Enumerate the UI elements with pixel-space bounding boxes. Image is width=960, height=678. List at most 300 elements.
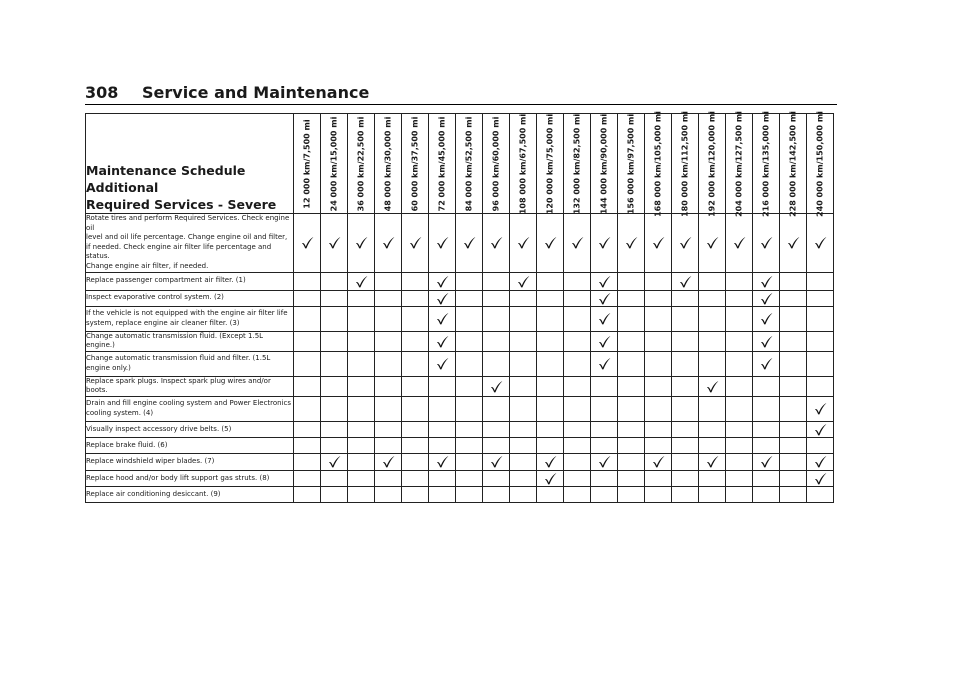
interval-cell: [780, 331, 807, 351]
interval-cell: [348, 470, 375, 486]
interval-cell: [564, 306, 591, 331]
interval-cell: [321, 214, 348, 273]
checkmark-icon: [679, 236, 692, 249]
interval-cell: [429, 470, 456, 486]
interval-cell: [429, 396, 456, 421]
interval-cell: [699, 306, 726, 331]
interval-cell: [699, 437, 726, 453]
interval-cell: [807, 306, 834, 331]
service-description: [86, 306, 294, 331]
mileage-interval-header: [807, 110, 834, 217]
checkmark-icon: [706, 455, 719, 468]
interval-cell: [402, 486, 429, 502]
checkmark-icon: [598, 275, 611, 288]
mileage-interval-label: 24 000 km/15,000 mi: [329, 116, 339, 211]
mileage-interval-header: [699, 110, 726, 217]
interval-cell: [618, 376, 645, 396]
interval-cell: [591, 351, 618, 376]
checkmark-icon: [382, 455, 395, 468]
table-row: [86, 331, 834, 351]
interval-cell: [645, 376, 672, 396]
service-description-line: engine only.): [86, 363, 131, 372]
interval-cell: [672, 306, 699, 331]
checkmark-icon: [706, 380, 719, 393]
interval-cell: [645, 351, 672, 376]
service-description-line: If the vehicle is not equipped with the engine air filter life: [86, 308, 288, 317]
interval-cell: [537, 376, 564, 396]
interval-cell: [807, 486, 834, 502]
interval-cell: [807, 351, 834, 376]
interval-cell: [726, 396, 753, 421]
mileage-interval-header: [645, 110, 672, 217]
interval-cell: [402, 421, 429, 437]
interval-cell: [483, 214, 510, 273]
interval-cell: [591, 470, 618, 486]
interval-cell: [672, 396, 699, 421]
interval-cell: [591, 376, 618, 396]
interval-cell: [672, 421, 699, 437]
interval-cell: [780, 421, 807, 437]
interval-cell: [429, 453, 456, 470]
mileage-interval-label: 180 000 km/112,500 mi: [680, 110, 690, 217]
interval-cell: [753, 486, 780, 502]
interval-cell: [753, 376, 780, 396]
checkmark-icon: [760, 292, 773, 305]
interval-cell: [456, 272, 483, 290]
interval-cell: [510, 470, 537, 486]
interval-cell: [456, 306, 483, 331]
interval-cell: [645, 214, 672, 273]
interval-cell: [618, 437, 645, 453]
interval-cell: [618, 290, 645, 306]
service-description-line: Replace spark plugs. Inspect spark plug wires and/or boots.: [86, 376, 271, 395]
interval-cell: [483, 453, 510, 470]
table-row: [86, 421, 834, 437]
interval-cell: [456, 470, 483, 486]
interval-cell: [456, 351, 483, 376]
interval-cell: [780, 396, 807, 421]
interval-cell: [294, 396, 321, 421]
interval-cell: [645, 290, 672, 306]
interval-cell: [672, 351, 699, 376]
interval-cell: [402, 376, 429, 396]
interval-cell: [672, 214, 699, 273]
interval-cell: [456, 396, 483, 421]
checkmark-icon: [436, 275, 449, 288]
checkmark-icon: [355, 275, 368, 288]
service-description: [86, 214, 294, 273]
interval-cell: [429, 272, 456, 290]
interval-cell: [348, 331, 375, 351]
service-description-line: Rotate tires and perform Required Services. Check engine oil: [86, 214, 290, 232]
interval-cell: [591, 306, 618, 331]
mileage-interval-label: 36 000 km/22,500 mi: [356, 116, 366, 211]
interval-cell: [483, 421, 510, 437]
mileage-interval-label: 216 000 km/135,000 mi: [761, 110, 771, 217]
interval-cell: [375, 396, 402, 421]
interval-cell: [510, 421, 537, 437]
interval-cell: [537, 331, 564, 351]
service-description: [86, 290, 294, 306]
interval-cell: [348, 396, 375, 421]
interval-cell: [672, 486, 699, 502]
interval-cell: [726, 421, 753, 437]
mileage-interval-header: [375, 114, 402, 214]
service-description: [86, 453, 294, 470]
interval-cell: [753, 331, 780, 351]
interval-cell: [537, 290, 564, 306]
interval-cell: [726, 486, 753, 502]
table-header-row: [86, 114, 834, 214]
interval-cell: [402, 396, 429, 421]
interval-cell: [456, 214, 483, 273]
mileage-interval-header: [672, 110, 699, 217]
checkmark-icon: [760, 236, 773, 249]
interval-cell: [618, 214, 645, 273]
checkmark-icon: [598, 312, 611, 325]
interval-cell: [807, 421, 834, 437]
interval-cell: [807, 290, 834, 306]
checkmark-icon: [814, 236, 827, 249]
interval-cell: [780, 486, 807, 502]
table-row: [86, 376, 834, 396]
interval-cell: [807, 214, 834, 273]
interval-cell: [672, 331, 699, 351]
interval-cell: [510, 453, 537, 470]
interval-cell: [429, 331, 456, 351]
service-description: [86, 470, 294, 486]
table-title-line: Required Services - Severe: [86, 197, 277, 212]
interval-cell: [672, 453, 699, 470]
checkmark-icon: [760, 357, 773, 370]
interval-cell: [348, 437, 375, 453]
interval-cell: [618, 331, 645, 351]
interval-cell: [780, 290, 807, 306]
checkmark-icon: [355, 236, 368, 249]
service-description-line: Drain and fill engine cooling system and Power Electronics: [86, 399, 292, 408]
interval-cell: [780, 453, 807, 470]
interval-cell: [753, 437, 780, 453]
checkmark-icon: [598, 292, 611, 305]
checkmark-icon: [571, 236, 584, 249]
interval-cell: [321, 290, 348, 306]
checkmark-icon: [328, 236, 341, 249]
interval-cell: [375, 272, 402, 290]
interval-cell: [456, 290, 483, 306]
mileage-interval-header: [483, 114, 510, 214]
interval-cell: [618, 351, 645, 376]
interval-cell: [618, 453, 645, 470]
interval-cell: [618, 421, 645, 437]
interval-cell: [456, 331, 483, 351]
interval-cell: [726, 214, 753, 273]
table-row: [86, 290, 834, 306]
interval-cell: [591, 272, 618, 290]
interval-cell: [348, 306, 375, 331]
mileage-interval-header: [618, 114, 645, 214]
checkmark-icon: [382, 236, 395, 249]
interval-cell: [753, 306, 780, 331]
mileage-interval-header: [726, 110, 753, 217]
service-description-line: if needed. Check engine air filter life percentage and status.: [86, 242, 272, 261]
interval-cell: [321, 376, 348, 396]
interval-cell: [348, 376, 375, 396]
interval-cell: [753, 396, 780, 421]
service-description-line: level and oil life percentage. Change engine oil and filter,: [86, 233, 288, 242]
interval-cell: [375, 306, 402, 331]
checkmark-icon: [814, 455, 827, 468]
service-description: [86, 486, 294, 502]
interval-cell: [321, 306, 348, 331]
interval-cell: [753, 453, 780, 470]
checkmark-icon: [706, 236, 719, 249]
checkmark-icon: [436, 357, 449, 370]
interval-cell: [321, 470, 348, 486]
checkmark-icon: [652, 455, 665, 468]
interval-cell: [510, 486, 537, 502]
mileage-interval-header: [780, 110, 807, 217]
service-description-line: Inspect evaporative control system. (2): [86, 293, 224, 302]
interval-cell: [699, 421, 726, 437]
checkmark-icon: [598, 335, 611, 348]
interval-cell: [348, 290, 375, 306]
checkmark-icon: [490, 236, 503, 249]
interval-cell: [753, 351, 780, 376]
interval-cell: [807, 331, 834, 351]
interval-cell: [564, 453, 591, 470]
interval-cell: [672, 470, 699, 486]
interval-cell: [429, 306, 456, 331]
interval-cell: [807, 437, 834, 453]
table-row: [86, 351, 834, 376]
mileage-interval-label: 228 000 km/142,500 mi: [788, 110, 798, 217]
checkmark-icon: [490, 455, 503, 468]
checkmark-icon: [301, 236, 314, 249]
service-description: [86, 272, 294, 290]
mileage-interval-header: [348, 114, 375, 214]
interval-cell: [375, 470, 402, 486]
interval-cell: [348, 486, 375, 502]
mileage-interval-label: 204 000 km/127,500 mi: [734, 110, 744, 217]
checkmark-icon: [814, 402, 827, 415]
checkmark-icon: [760, 275, 773, 288]
interval-cell: [726, 376, 753, 396]
table-row: [86, 306, 834, 331]
interval-cell: [726, 351, 753, 376]
interval-cell: [753, 470, 780, 486]
interval-cell: [645, 470, 672, 486]
mileage-interval-label: 72 000 km/45,000 mi: [437, 116, 447, 211]
mileage-interval-label: 168 000 km/105,000 mi: [653, 110, 663, 217]
mileage-interval-label: 60 000 km/37,500 mi: [410, 116, 420, 211]
interval-cell: [564, 437, 591, 453]
interval-cell: [429, 290, 456, 306]
interval-cell: [321, 437, 348, 453]
interval-cell: [375, 214, 402, 273]
mileage-interval-label: 132 000 km/82,500 mi: [572, 113, 582, 214]
interval-cell: [726, 290, 753, 306]
table-row: [86, 272, 834, 290]
service-description: [86, 376, 294, 396]
interval-cell: [456, 376, 483, 396]
interval-cell: [807, 453, 834, 470]
interval-cell: [402, 453, 429, 470]
mileage-interval-label: 120 000 km/75,000 mi: [545, 113, 555, 214]
interval-cell: [753, 290, 780, 306]
interval-cell: [564, 214, 591, 273]
interval-cell: [402, 331, 429, 351]
interval-cell: [402, 290, 429, 306]
interval-cell: [348, 453, 375, 470]
interval-cell: [645, 437, 672, 453]
interval-cell: [348, 421, 375, 437]
interval-cell: [402, 214, 429, 273]
checkmark-icon: [760, 312, 773, 325]
interval-cell: [429, 376, 456, 396]
interval-cell: [483, 486, 510, 502]
interval-cell: [294, 376, 321, 396]
interval-cell: [375, 376, 402, 396]
interval-cell: [294, 486, 321, 502]
interval-cell: [375, 486, 402, 502]
mileage-interval-header: [591, 114, 618, 214]
interval-cell: [699, 396, 726, 421]
table-title-line: Maintenance Schedule Additional: [86, 163, 246, 195]
interval-cell: [645, 453, 672, 470]
interval-cell: [699, 376, 726, 396]
interval-cell: [780, 437, 807, 453]
interval-cell: [375, 453, 402, 470]
interval-cell: [591, 437, 618, 453]
interval-cell: [321, 421, 348, 437]
interval-cell: [672, 290, 699, 306]
interval-cell: [483, 272, 510, 290]
mileage-interval-header: [510, 114, 537, 214]
interval-cell: [618, 486, 645, 502]
table-row: [86, 453, 834, 470]
interval-cell: [726, 272, 753, 290]
table-row: [86, 214, 834, 273]
interval-cell: [348, 351, 375, 376]
interval-cell: [483, 437, 510, 453]
interval-cell: [321, 272, 348, 290]
service-description-line: Change automatic transmission fluid. (Except 1.5L engine.): [86, 331, 264, 350]
interval-cell: [456, 421, 483, 437]
interval-cell: [807, 376, 834, 396]
interval-cell: [564, 376, 591, 396]
mileage-interval-label: 156 000 km/97,500 mi: [626, 113, 636, 214]
interval-cell: [402, 470, 429, 486]
interval-cell: [591, 214, 618, 273]
checkmark-icon: [544, 236, 557, 249]
interval-cell: [699, 486, 726, 502]
interval-cell: [780, 272, 807, 290]
checkmark-icon: [598, 357, 611, 370]
mileage-interval-label: 144 000 km/90,000 mi: [599, 113, 609, 214]
service-description: [86, 396, 294, 421]
checkmark-icon: [544, 455, 557, 468]
interval-cell: [510, 214, 537, 273]
interval-cell: [699, 290, 726, 306]
mileage-interval-header: [456, 114, 483, 214]
interval-cell: [321, 396, 348, 421]
interval-cell: [672, 272, 699, 290]
page-number: 308: [85, 83, 119, 102]
interval-cell: [294, 437, 321, 453]
mileage-interval-label: 48 000 km/30,000 mi: [383, 116, 393, 211]
interval-cell: [375, 421, 402, 437]
interval-cell: [591, 453, 618, 470]
interval-cell: [537, 486, 564, 502]
interval-cell: [726, 437, 753, 453]
checkmark-icon: [517, 275, 530, 288]
interval-cell: [564, 290, 591, 306]
table-body: [86, 214, 834, 503]
interval-cell: [537, 470, 564, 486]
interval-cell: [510, 437, 537, 453]
service-description-line: cooling system. (4): [86, 408, 154, 417]
interval-cell: [294, 214, 321, 273]
interval-cell: [375, 437, 402, 453]
interval-cell: [294, 272, 321, 290]
checkmark-icon: [517, 236, 530, 249]
service-description: [86, 351, 294, 376]
interval-cell: [591, 396, 618, 421]
checkmark-icon: [679, 275, 692, 288]
interval-cell: [510, 306, 537, 331]
interval-cell: [510, 331, 537, 351]
interval-cell: [483, 290, 510, 306]
interval-cell: [780, 214, 807, 273]
interval-cell: [483, 396, 510, 421]
interval-cell: [537, 351, 564, 376]
page-header: [85, 84, 837, 105]
interval-cell: [294, 453, 321, 470]
mileage-interval-header: [321, 114, 348, 214]
interval-cell: [321, 486, 348, 502]
interval-cell: [510, 351, 537, 376]
interval-cell: [429, 437, 456, 453]
interval-cell: [699, 272, 726, 290]
interval-cell: [348, 214, 375, 273]
interval-cell: [294, 306, 321, 331]
checkmark-icon: [436, 312, 449, 325]
checkmark-icon: [652, 236, 665, 249]
interval-cell: [537, 421, 564, 437]
maintenance-schedule-table: [85, 110, 834, 503]
interval-cell: [510, 396, 537, 421]
service-description-line: Replace hood and/or body lift support gas struts. (8): [86, 473, 270, 482]
interval-cell: [780, 351, 807, 376]
interval-cell: [402, 272, 429, 290]
interval-cell: [483, 306, 510, 331]
mileage-interval-label: 12 000 km/7,500 mi: [302, 118, 312, 209]
service-description-line: Replace passenger compartment air filter. (1): [86, 276, 246, 285]
interval-cell: [537, 396, 564, 421]
section-title: Service and Maintenance: [142, 83, 370, 102]
interval-cell: [645, 306, 672, 331]
service-description-line: Change automatic transmission fluid and filter. (1.5L: [86, 354, 271, 363]
interval-cell: [645, 272, 672, 290]
interval-cell: [618, 470, 645, 486]
interval-cell: [807, 272, 834, 290]
checkmark-icon: [760, 335, 773, 348]
interval-cell: [402, 351, 429, 376]
service-description: [86, 437, 294, 453]
interval-cell: [429, 421, 456, 437]
interval-cell: [456, 437, 483, 453]
interval-cell: [510, 290, 537, 306]
